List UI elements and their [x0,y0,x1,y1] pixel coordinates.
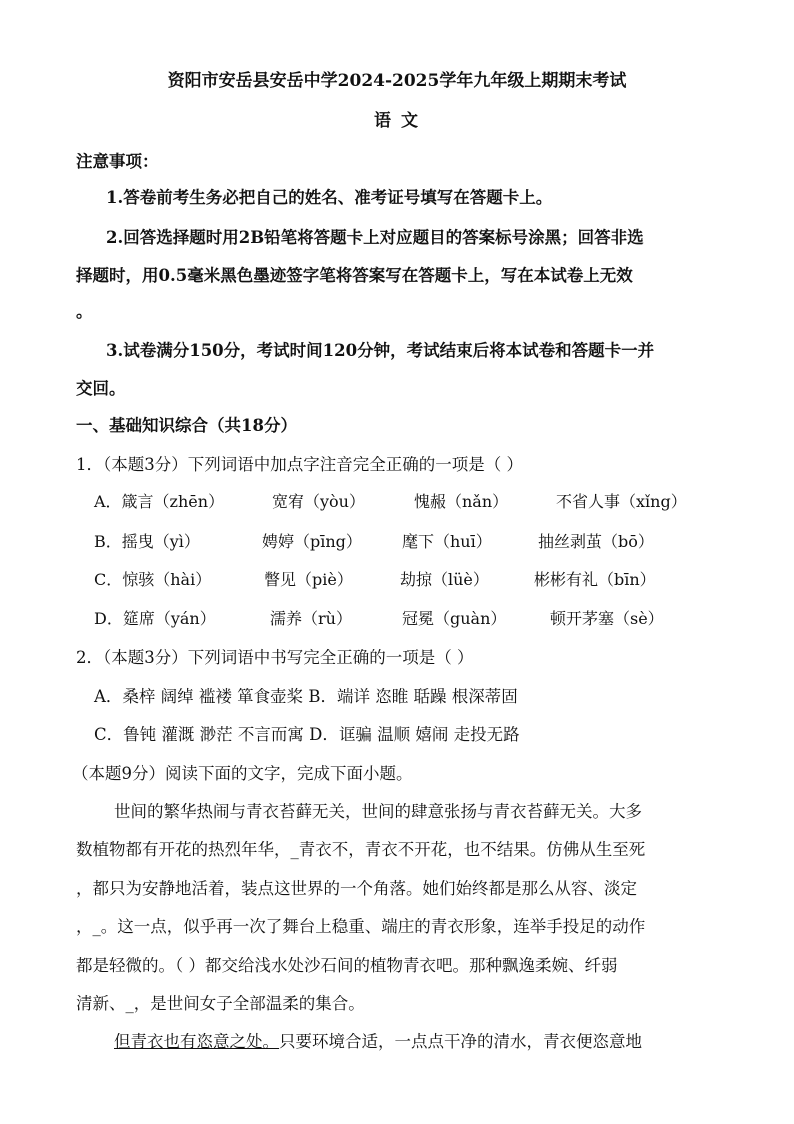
notice-heading: 注意事项： [76,152,159,171]
notice-item-2-line-3: 。 [76,302,93,321]
q1-option-a-2: 宽宥（yòu） [272,492,365,511]
passage-p1-line-1: 世间的繁华热闹与青衣苔藓无关，世间的肆意张扬与青衣苔藓无关。大多 [114,802,642,821]
q1-option-b-1: B．摇曳（yì） [94,532,200,551]
notice-item-2-line-1: 2.回答选择题时用2B铅笔将答题卡上对应题目的答案标号涂黑；回答非选 [106,228,644,247]
q1-option-d-4: 顿开茅塞（sè） [550,609,664,628]
q1-option-b-3: 麾下（huī） [402,532,492,551]
question-1-stem: 1．（本题3分）下列词语中加点字注音完全正确的一项是（ ） [76,455,523,474]
passage-intro: （本题9分）阅读下面的文字，完成下面小题。 [72,764,413,783]
passage-p1-line-3: ，都只为安静地活着，装点这世界的一个角落。她们始终都是那么从容、淡定 [76,879,637,898]
q1-option-c-1: C．惊骇（hài） [94,570,212,589]
notice-item-3-line-2: 交回。 [76,379,126,398]
q1-option-d-1: D．筵席（yán） [94,609,216,628]
notice-item-1: 1.答卷前考生务必把自己的姓名、准考证号填写在答题卡上。 [106,188,553,207]
passage-p2-text: 只要环境合适，一点点干净的清水，青衣便恣意地 [279,1032,642,1051]
q1-option-c-3: 劫掠（lüè） [400,570,489,589]
exam-title: 资阳市安岳县安岳中学2024-2025学年九年级上期期末考试 [167,71,627,91]
underlined-sentence: 但青衣也有恣意之处。 [114,1032,279,1051]
q2-options-a-b: A．桑梓 阔绰 褴褛 箪食壶桨 B．端详 恣睢 聒躁 根深蒂固 [94,687,518,706]
notice-item-3-line-1: 3.试卷满分150分，考试时间120分钟，考试结束后将本试卷和答题卡一并 [106,341,655,360]
q1-option-c-4: 彬彬有礼（bīn） [534,570,656,589]
passage-p1-line-6: 清新、_，是世间女子全部温柔的集合。 [76,994,365,1013]
passage-p1-line-5: 都是轻微的。（ ）都交给浅水处沙石间的植物青衣吧。那种飘逸柔婉、纤弱 [76,956,618,975]
passage-p2-line-1 [114,1028,642,1052]
question-2-stem: 2．（本题3分）下列词语中书写完全正确的一项是（ ） [76,648,474,667]
q1-option-b-2: 娉婷（pīng） [262,532,362,551]
passage-p1-line-2: 数植物都有开花的热烈年华，_青衣不，青衣不开花，也不结果。仿佛从生至死 [76,840,646,859]
q1-option-d-2: 濡养（rù） [270,609,352,628]
subject-title: 语 文 [374,111,420,131]
q1-option-b-4: 抽丝剥茧（bō） [538,532,654,551]
q1-option-c-2: 瞥见（piè） [264,570,353,589]
q1-option-a-4: 不省人事（xǐng） [556,492,687,511]
notice-item-2-line-2: 择题时，用0.5毫米黑色墨迹签字笔将答案写在答题卡上，写在本试卷上无效 [76,266,633,285]
q1-option-a-1: A．箴言（zhēn） [94,492,225,511]
q1-option-a-3: 愧赧（nǎn） [414,492,509,511]
q1-option-d-3: 冠冕（guàn） [402,609,507,628]
section-1-heading: 一、基础知识综合（共18分） [76,416,297,435]
q2-options-c-d: C．鲁钝 灌溉 渺茫 不言而寓 D．诓骗 温顺 嬉闹 走投无路 [94,725,520,744]
passage-p1-line-4: ，_。这一点，似乎再一次了舞台上稳重、端庄的青衣形象，连举手投足的动作 [76,917,646,936]
